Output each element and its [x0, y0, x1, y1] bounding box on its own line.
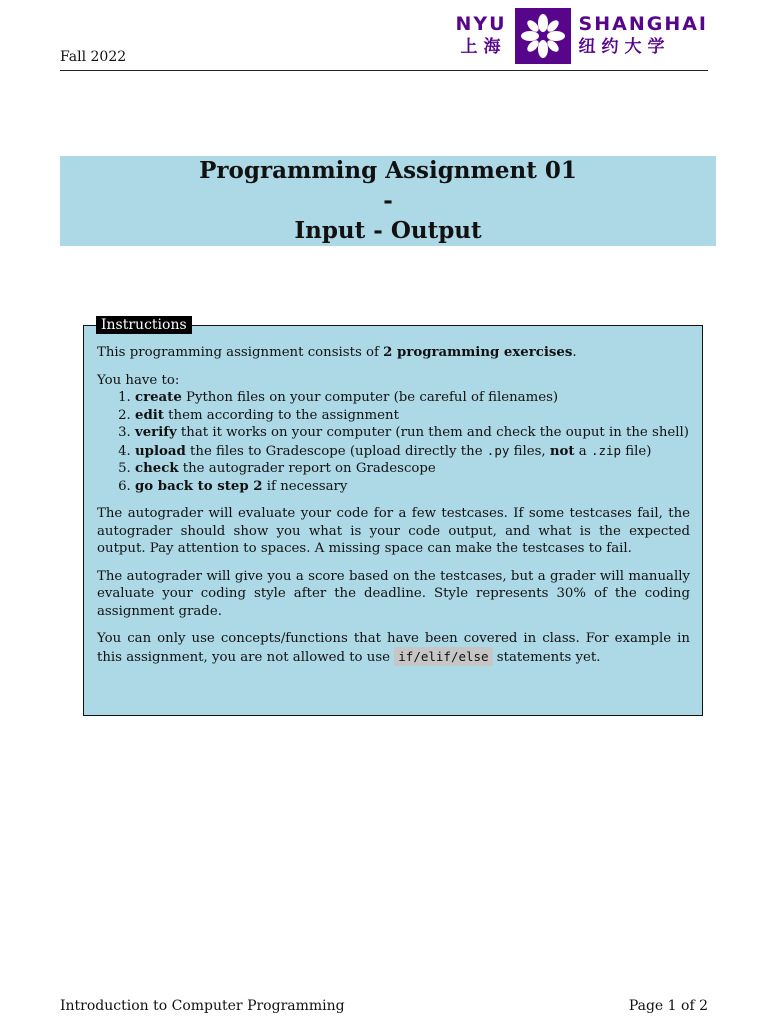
- instructions-body: [97, 344, 690, 676]
- page-number: Page 1 of 2: [628, 998, 708, 1014]
- title-line-3: Input - Output: [294, 217, 482, 244]
- list-item: 5. check the autograder report on Gradescope: [135, 460, 690, 478]
- logo-shanghai-text: SHANGHAI: [578, 13, 708, 36]
- score-paragraph: The autograder will give you a score based on the testcases, but a grader will manually evaluate your coding style after the deadline. Style represents 30% of the coding assignment grade.: [97, 568, 690, 619]
- torch-flower-emblem-icon: [515, 8, 571, 64]
- semester-label: Fall 2022: [60, 49, 127, 65]
- code-if-elif-else: if/elif/else: [394, 647, 492, 666]
- logo-nyu-text: NYU: [455, 13, 507, 36]
- instructions-box: [83, 317, 703, 716]
- steps-list: [97, 389, 690, 495]
- list-item: 6. go back to step 2 if necessary: [135, 478, 690, 496]
- restrictions-paragraph: You can only use concepts/functions that have been covered in class. For example in this assignment, you are not allowed to use if/elif/else statements yet.: [97, 631, 690, 665]
- nyu-shanghai-logo: [455, 8, 708, 64]
- title-line-1: Programming Assignment 01: [199, 157, 577, 184]
- assignment-title: [60, 156, 716, 246]
- title-line-2: -: [383, 187, 393, 214]
- logo-zh-right-text: 纽约大学: [578, 37, 671, 58]
- page-header: [60, 0, 708, 71]
- intro-paragraph: This programming assignment consists of 2 programming exercises.: [97, 345, 577, 360]
- you-have-to-label: You have to:: [97, 372, 180, 388]
- logo-zh-left-text: 上海: [460, 37, 507, 58]
- course-name: Introduction to Computer Programming: [60, 998, 345, 1014]
- list-item: 3. verify that it works on your computer (run them and check the ouput in the shell): [135, 424, 690, 442]
- code-py: .py: [486, 442, 510, 458]
- autograder-paragraph: The autograder will evaluate your code for a few testcases. If some testcases fail, the autograder should show you what is your code output, and what is the expected output. Pay attention to spaces. A missing space can make the testcases to fail.: [97, 506, 690, 556]
- instructions-label: Instructions: [96, 316, 192, 334]
- list-item: 1. create Python files on your computer (be careful of filenames): [135, 389, 690, 407]
- list-item: 4. upload the files to Gradescope (upload directly the .py files, not a .zip file): [135, 442, 690, 461]
- list-item: 2. edit them according to the assignment: [135, 407, 690, 425]
- code-zip: .zip: [590, 442, 622, 458]
